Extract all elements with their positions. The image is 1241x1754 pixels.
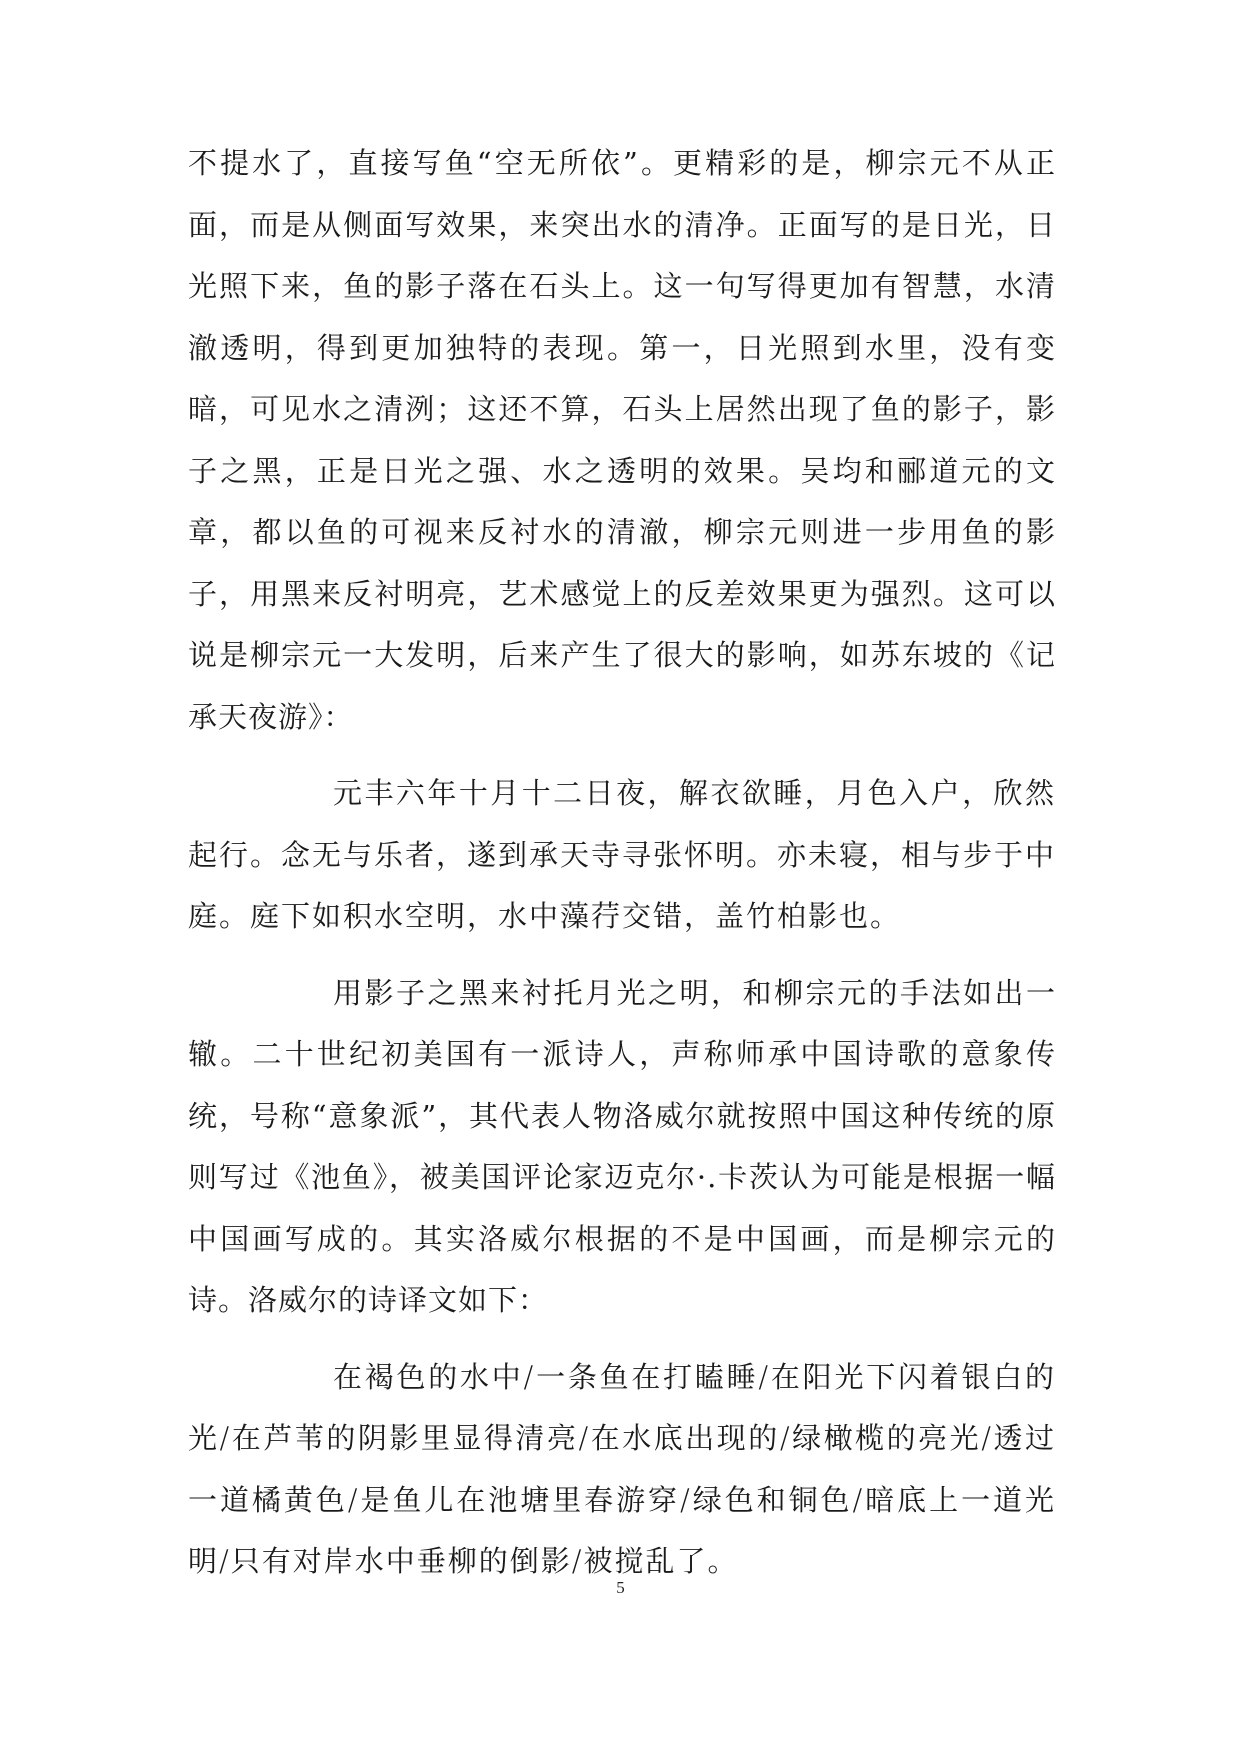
body-paragraph-2: 用影子之黑来衬托月光之明，和柳宗元的手法如出一辙。二十世纪初美国有一派诗人，声称师承中国诗歌的意象传统，号称“意象派”，其代表人物洛威尔就按照中国这种传统的原则写过《池鱼》，被美国评论家迈克尔·.卡茨认为可能是根据一幅中国画写成的。其实洛威尔根据的不是中国画，而是柳宗元的诗。洛威尔的诗译文如下： xyxy=(188,975,1056,1317)
document-page xyxy=(188,133,1056,1593)
page-number: 5 xyxy=(616,1578,625,1597)
body-paragraph-1: 不提水了，直接写鱼“空无所依”。更精彩的是，柳宗元不从正面，而是从侧面写效果，来突出水的清净。正面写的是日光，日光照下来，鱼的影子落在石头上。这一句写得更加有智慧，水清澈透明，得到更加独特的表现。第一，日光照到水里，没有变暗，可见水之清洌；这还不算，石头上居然出现了鱼的影子，影子之黑，正是日光之强、水之透明的效果。吴均和郦道元的文章，都以鱼的可视来反衬水的清澈，柳宗元则进一步用鱼的影子，用黑来反衬明亮，艺术感觉上的反差效果更为强烈。这可以说是柳宗元一大发明，后来产生了很大的影响，如苏东坡的《记承天夜游》： xyxy=(188,146,1056,734)
quoted-poem-translation: 在褐色的水中/一条鱼在打瞌睡/在阳光下闪着银白的光/在芦苇的阴影里显得清亮/在水底出现的/绿橄榄的亮光/透过一道橘黄色/是鱼儿在池塘里春游穿/绿色和铜色/暗底上一道光明/只有对岸水中垂柳的倒影/被搅乱了。 xyxy=(188,1359,1056,1578)
quoted-passage-ji-cheng-tian-ye-you: 元丰六年十月十二日夜，解衣欲睡，月色入户，欣然起行。念无与乐者，遂到承天寺寻张怀明。亦未寝，相与步于中庭。庭下如积水空明，水中藻荇交错，盖竹柏影也。 xyxy=(188,776,1057,933)
